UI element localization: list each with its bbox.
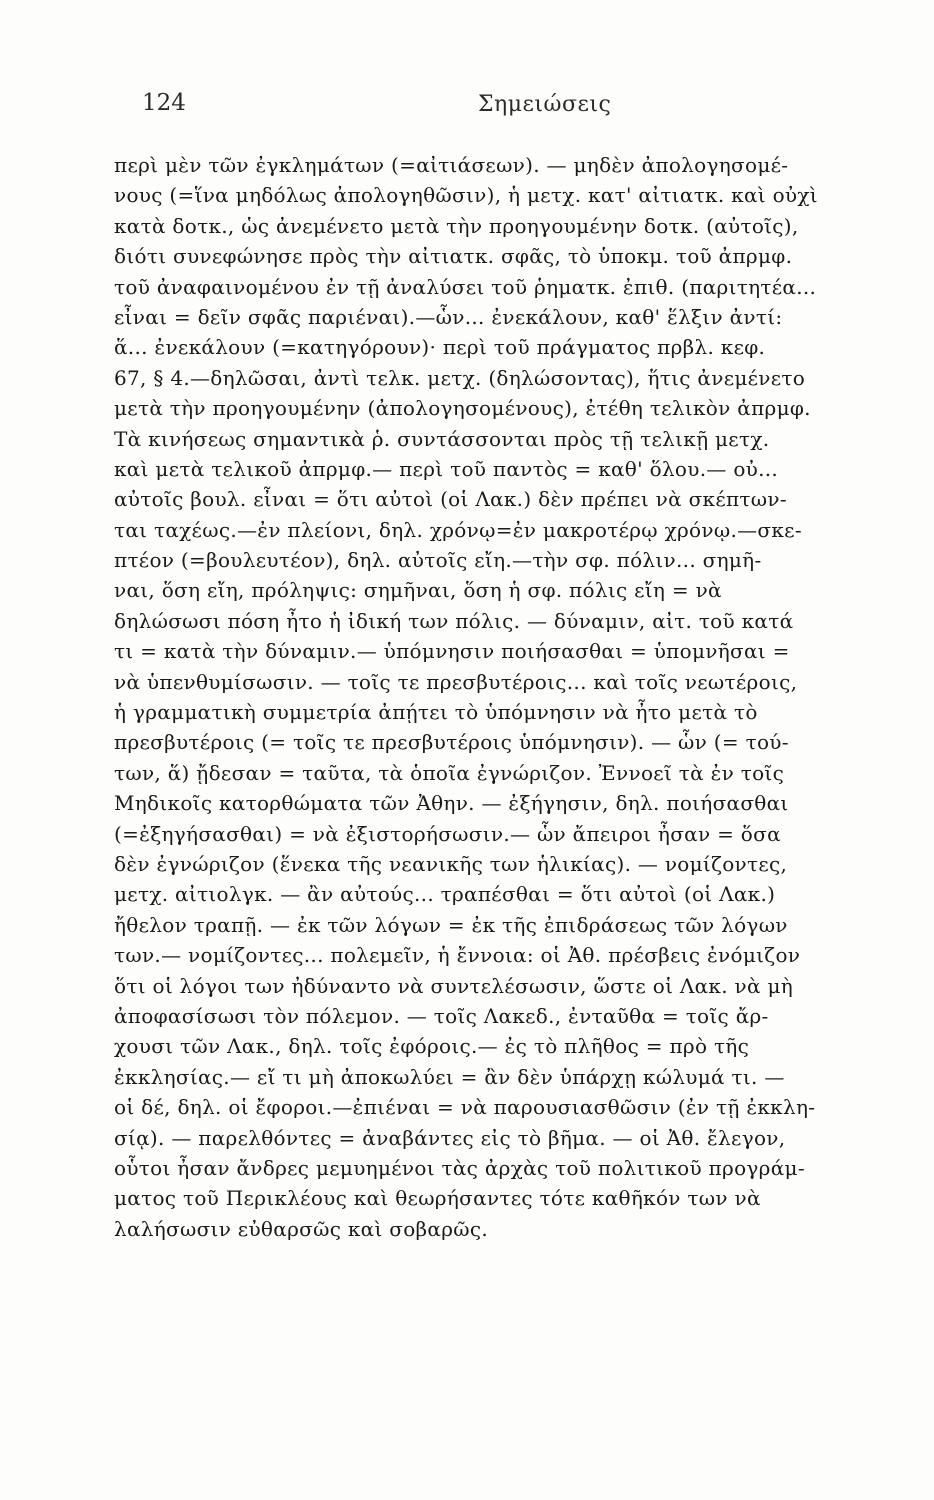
text-line: περὶ μὲν τῶν ἐγκλημάτων (=αἰτιάσεων). — μηδὲν ἀπολογησομέ-	[114, 153, 789, 177]
page-header	[0, 84, 934, 124]
text-line: ἀποφασίσωσι τὸν πόλεμον. — τοῖς Λακεδ., ἐνταῦθα = τοῖς ἄρ-	[114, 1003, 769, 1028]
text-line: πτέον (=βουλευτέον), δηλ. αὐτοῖς εἴη.—τὴν σφ. πόλιν... σημῆ-	[114, 548, 762, 573]
text-line: οἱ δέ, δηλ. οἱ ἔφοροι.—ἐπιέναι = νὰ παρουσιασθῶσιν (ἐν τῇ ἐκκλη-	[114, 1095, 816, 1120]
text-line: των, ἅ) ᾔδεσαν = ταῦτα, τὰ ὁποῖα ἐγνώριζον. Ἐννοεῖ τὰ ἐν τοῖς	[114, 760, 785, 785]
text-line: νὰ ὑπενθυμίσωσιν. — τοῖς τε πρεσβυτέροις... καὶ τοῖς νεωτέροις,	[114, 669, 798, 694]
text-line: λαλήσωσιν εὐθαρσῶς καὶ σοβαρῶς.	[114, 1216, 489, 1241]
notes-body	[114, 150, 914, 1244]
text-line: ἤθελον τραπῇ. — ἐκ τῶν λόγων = ἐκ τῆς ἐπιδράσεως τῶν λόγων	[114, 912, 788, 937]
text-line: (=ἐξηγήσασθαι) = νὰ ἐξιστορήσωσιν.— ὧν ἄπειροι ἦσαν = ὅσα	[114, 821, 781, 846]
text-line: καὶ μετὰ τελικοῦ ἀπρμφ.— περὶ τοῦ παντὸς = καθ' ὅλου.— οὐ...	[114, 456, 779, 481]
text-line: τοῦ ἀναφαινομένου ἐν τῇ ἀναλύσει τοῦ ῥηματκ. ἐπιθ. (παριτητέα...	[114, 274, 817, 299]
text-line: χουσι τῶν Λακ., δηλ. τοῖς ἐφόροις.— ἐς τὸ πλῆθος = πρὸ τῆς	[114, 1034, 750, 1059]
text-line: ματος τοῦ Περικλέους καὶ θεωρήσαντες τότε καθῆκόν των νὰ	[114, 1186, 761, 1211]
text-line: 67, § 4.—δηλῶσαι, ἀντὶ τελκ. μετχ. (δηλώσοντας), ἥτις ἀνεμένετο	[114, 365, 806, 390]
text-line: διότι συνεφώνησε πρὸς τὴν αἰτιατκ. σφᾶς, τὸ ὑποκμ. τοῦ ἀπρμφ.	[114, 244, 793, 269]
text-line: μετὰ τὴν προηγουμένην (ἀπολογησομένους), ἐτέθη τελικὸν ἀπρμφ.	[114, 396, 811, 421]
text-line: τι = κατὰ τὴν δύναμιν.— ὑπόμνησιν ποιήσασθαι = ὑπομνῆσαι =	[114, 639, 790, 664]
text-line: νους (=ἵνα μηδόλως ἀπολογηθῶσιν), ἡ μετχ. κατ' αἰτιατκ. καὶ οὐχὶ	[114, 183, 818, 208]
running-title: Σημειώσεις	[478, 92, 612, 117]
text-line: ἡ γραμματικὴ συμμετρία ἀπῄτει τὸ ὑπόμνησιν νὰ ἦτο μετὰ τὸ	[114, 700, 758, 725]
text-line: οὗτοι ἦσαν ἄνδρες μεμυημένοι τὰς ἀρχὰς τοῦ πολιτικοῦ προγράμ-	[114, 1155, 805, 1180]
text-line: δὲν ἐγνώριζον (ἕνεκα τῆς νεανικῆς των ἡλικίας). — νομίζοντες,	[114, 851, 788, 876]
text-line: εἶναι = δεῖν σφᾶς παριέναι).—ὧν... ἐνεκάλουν, καθ' ἕλξιν ἀντί:	[114, 304, 783, 329]
text-line: αὐτοῖς βουλ. εἶναι = ὅτι αὐτοὶ (οἱ Λακ.) δὲν πρέπει νὰ σκέπτων-	[114, 487, 787, 512]
text-line: Τὰ κινήσεως σημαντικὰ ῥ. συντάσσονται πρὸς τῇ τελικῇ μετχ.	[114, 426, 770, 451]
text-line: σίᾳ). — παρελθόντες = ἀναβάντες εἰς τὸ βῆμα. — οἱ Ἀθ. ἔλεγον,	[114, 1125, 786, 1150]
text-line: των.— νομίζοντες... πολεμεῖν, ἡ ἔννοια: οἱ Ἀθ. πρέσβεις ἐνόμιζον	[114, 943, 801, 968]
text-line: ἐκκλησίας.— εἴ τι μὴ ἀποκωλύει = ἂν δὲν ὑπάρχῃ κώλυμά τι. —	[114, 1064, 785, 1089]
text-line: ὅτι οἱ λόγοι των ἠδύναντο νὰ συντελέσωσιν, ὥστε οἱ Λακ. νὰ μὴ	[114, 973, 794, 998]
page-number: 124	[142, 90, 186, 116]
text-line: ἅ... ἐνεκάλουν (=κατηγόρουν)· περὶ τοῦ πράγματος πρβλ. κεφ.	[114, 335, 766, 360]
text-line: δηλώσωσι πόση ἦτο ἡ ἰδική των πόλις. — δύναμιν, αἰτ. τοῦ κατά	[114, 608, 794, 633]
text-line: ται ταχέως.—ἐν πλείονι, δηλ. χρόνῳ=ἐν μακροτέρῳ χρόνῳ.—σκε-	[114, 517, 802, 542]
text-line: ναι, ὅση εἴη, πρόληψις: σημῆναι, ὅση ἡ σφ. πόλις εἴη = νὰ	[114, 578, 722, 603]
text-line: Μηδικοῖς κατορθώματα τῶν Ἀθην. — ἐξήγησιν, δηλ. ποιήσασθαι	[114, 791, 789, 816]
text-line: κατὰ δοτκ., ὡς ἀνεμένετο μετὰ τὴν προηγουμένην δοτκ. (αὐτοῖς),	[114, 213, 799, 238]
text-line: πρεσβυτέροις (= τοῖς τε πρεσβυτέροις ὑπόμνησιν). — ὧν (= τού-	[114, 730, 789, 755]
text-line: μετχ. αἰτιολγκ. — ἂν αὐτούς... τραπέσθαι = ὅτι αὐτοὶ (οἱ Λακ.)	[114, 882, 776, 907]
